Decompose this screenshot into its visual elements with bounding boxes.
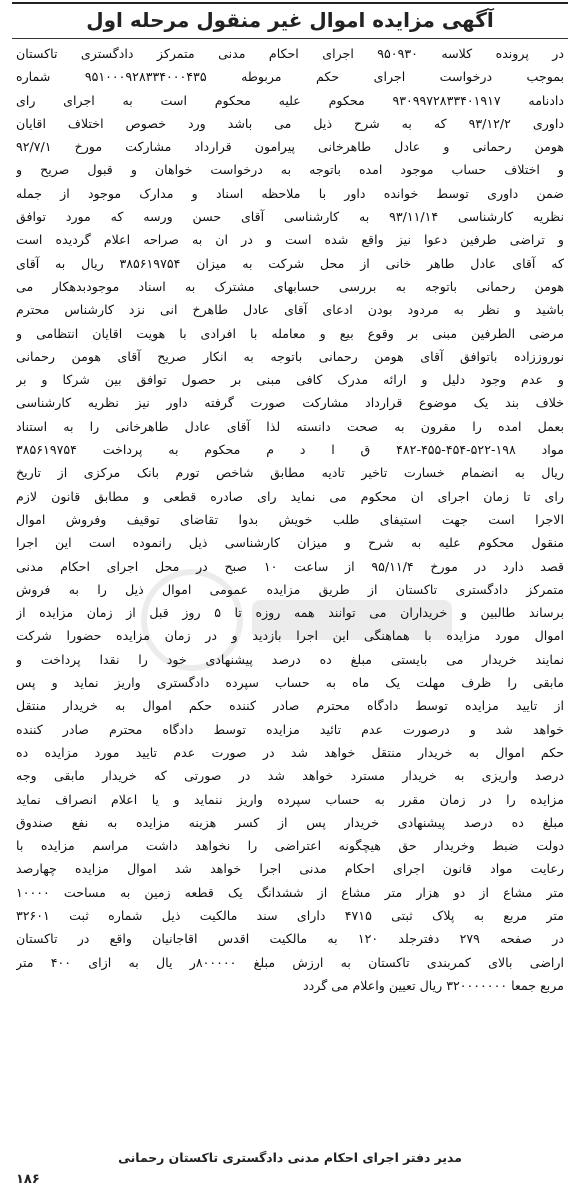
notice-line: نظریه کارشناسی ۹۳/۱۱/۱۴ به کارشناسی آقای حسن ورسه که مورد توافق [16, 209, 564, 225]
notice-line: مربع جمعا ۳۲۰۰۰۰۰۰۰ ریال تعیین واعلام می گردد [303, 977, 564, 993]
notice-line: که آقای عادل طاهر خانی از محل شرکت به میزان ۳۸۵۶۱۹۷۵۴ ریال به آقای [16, 255, 564, 271]
notice-line: منقول محکوم علیه به شرح و میزان کارشناسی ذیل رانموده است این اجرا [16, 535, 564, 551]
auction-notice [12, 0, 568, 1192]
notice-body [16, 42, 564, 997]
notice-line: بعمل امده را مقرون به صحت دانسته لذا آقای عادل طاهرخانی را به استناد [16, 418, 564, 434]
notice-line: الاجرا است جهت استیفای طلب خویش بدوا تقاضای توقیف وفروش اموال [16, 511, 564, 527]
notice-line: درصد واریزی به خریدار مسترد خواهد شد در صورتی که خریدار مابقی وجه [16, 768, 564, 784]
notice-line: اموال مورد مزایده با هماهنگی این اجرا بازدید و در زمان مزایده حضورا شرکت [16, 628, 564, 644]
notice-line: مابقی را ظرف مهلت یک ماه به حساب سپرده دادگستری واریز نماید و پس [16, 675, 564, 691]
notice-line: مرضی الطرفین مبنی بر وقوع بیع و معامله با افرادی با هویت اقایان انتظامی و [16, 325, 564, 341]
page-number: ۱۸۶ [16, 1172, 40, 1187]
notice-title: آگهی مزایده اموال غیر منقول مرحله اول [86, 8, 494, 32]
title-divider [12, 38, 568, 39]
notice-line: حکم اموال به خریدار منتقل خواهد شد در صورت عدم تایید مورد مزایده ده [16, 744, 564, 760]
top-divider [12, 2, 568, 4]
notice-line: و عدم وجود دلیل و ارائه مدرک کافی مبنی بر حصول توافق بین شرکا و بر [16, 372, 564, 388]
signature-line: مدیر دفتر اجرای احکام مدنی دادگستری تاکستان رحمانی [118, 1150, 462, 1165]
notice-line: مواد ۱۹۸-۵۲۲-۴۵۴-۴۵۵-۴۸۲ ق ا د م محکوم به پرداخت ۳۸۵۶۱۹۷۵۴ [16, 442, 564, 458]
notice-line: داوری ۹۳/۱۲/۲ که به شرح ذیل می باشد ورد خصوص اختلاف اقایان [16, 115, 564, 131]
notice-line: و اختلاف حساب موجود امده باتوجه به درخواست خواهان و قبول صریح و [16, 162, 564, 178]
notice-line: ضمن داوری توسط خوانده داور با ملاحظه اسناد و مدارک موجود از جمله [16, 185, 564, 201]
notice-line: از تایید مزایده توسط دادگاه محترم صادر کننده حکم اموال به خریدار منتقل [16, 698, 564, 714]
notice-line: رعایت مواد قانون اجرای احکام مدنی اجرا خواهد شد اموال مزایده چهارصد [16, 861, 564, 877]
notice-line: مزایده را در زمان مقرر به حساب سپرده واریز ننماید و یا اعلام انصراف نماید [16, 791, 564, 807]
notice-line: قصد دارد در مورخ ۹۵/۱۱/۴ از ساعت ۱۰ صبح در محل اجرای احکام مدنی [16, 558, 564, 574]
notice-line: متر مشاع از دو هزار متر مشاع از ششدانگ یک قطعه زمین به مساحت ۱۰۰۰۰ [16, 884, 564, 900]
notice-line: هومن رحمانی باتوجه به بررسی حسابهای مشترک به اسناد موجودبدهکار می [16, 278, 564, 294]
notice-line: اراضی بالای کمربندی تاکستان به ارزش مبلغ ۸۰۰۰۰۰ر یال به ازای ۴۰۰ متر [16, 954, 564, 970]
notice-line: نمایند خریدار می بایستی مبلغ ده درصد پیشنهادی خود را نقدا پرداخت و [16, 651, 564, 667]
notice-line: خلاف بند یک موضوع قرارداد مشارکت صورت گرفته داور نیز نظریه کارشناسی [16, 395, 564, 411]
notice-line: نوروززاده باتوافق آقای هومن رحمانی باتوجه به انکار صریح آقای هومن رحمانی [16, 348, 564, 364]
notice-line: ریال به انضمام خسارت تاخیر تادیه مطابق شاخص تورم بانک مرکزی از تاریخ [16, 465, 564, 481]
notice-line: متمرکز دادگستری تاکستان از طریق مزایده عمومی اموال ذیل را به فروش [16, 581, 564, 597]
notice-line: در صفحه ۲۷۹ دفترجلد ۱۲۰ به مالکیت اقدس اقاجانیان واقع در تاکستان [16, 931, 564, 947]
notice-line: برساند طالبین و خریداران می توانند همه روزه تا ۵ روز قبل از زمان مزایده از [16, 605, 564, 621]
notice-line: دادنامه ۹۳۰۹۹۷۲۸۳۳۴۰۱۹۱۷ محکوم علیه محکوم است به اجرای رای [16, 92, 564, 108]
notice-line: متر مربع به پلاک ثبتی ۴۷۱۵ دارای سند مالکیت ذیل شماره ثبت ۳۲۶۰۱ [16, 907, 564, 923]
notice-line: مبلغ ده درصد پیشنهادی خریدار پس از کسر هزینه مزایده به نفع صندوق [16, 814, 564, 830]
notice-line: دولت ضبط وخریدار حق هیچگونه اعتراضی را نخواهد داشت مراسم مزایده با [16, 838, 564, 854]
notice-line: هومن رحمانی و عادل طاهرخانی پیرامون قرارداد مشارکت مورخ ۹۲/۷/۱ [16, 139, 564, 155]
notice-line: رای تا زمان اجرای ان محکوم می نماید رای صادره قطعی و مطابق قانون لازم [16, 488, 564, 504]
notice-line: خواهد شد و درصورت عدم تائید مزایده توسط دادگاه محترم صادر کننده [16, 721, 564, 737]
notice-line: بموجب درخواست اجرای حکم مربوطه ۹۵۱۰۰۰۹۲۸۳۳۴۰۰۰۴۳۵ شماره [16, 69, 564, 85]
notice-line: در پرونده کلاسه ۹۵۰۹۳۰ اجرای احکام مدنی متمرکز دادگستری تاکستان [16, 46, 564, 61]
notice-line: و تراضی طرفین دعوا نیز واقع شده است و در ان به صراحه اعلام گردیده است [16, 232, 564, 248]
notice-line: باشید و نظر به مردود بودن ادعای آقای عادل طاهرخ انی نزد کارشناس محترم [16, 302, 564, 318]
